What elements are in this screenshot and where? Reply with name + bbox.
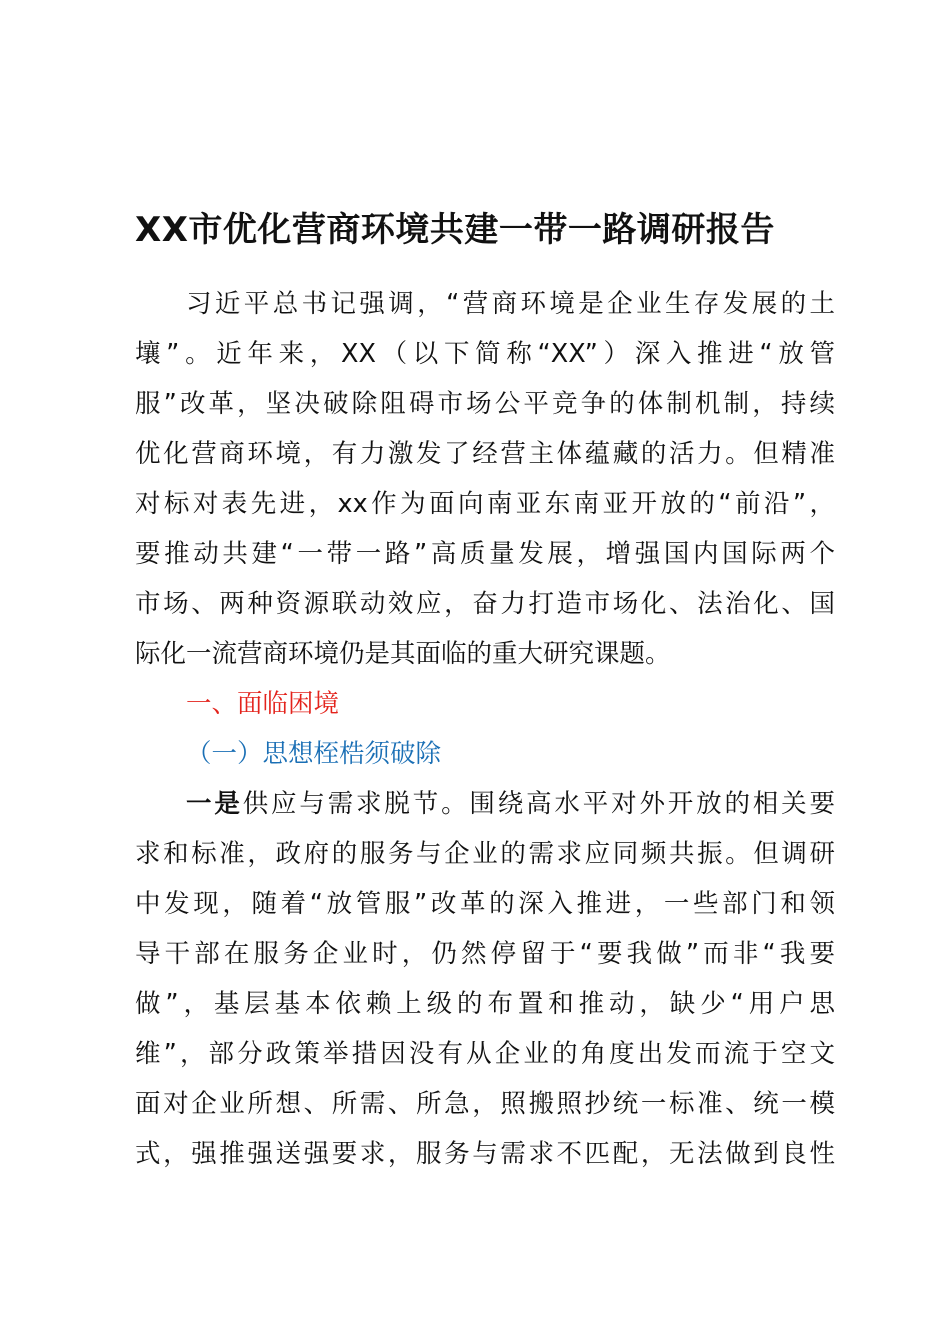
paragraph-lead: 一是 <box>186 789 243 819</box>
paragraph-line: 面对企业所想、所需、所急，照搬照抄统一标准、统一模 <box>135 1089 835 1119</box>
intro-line: 对标对表先进，xx作为面向南亚东南亚开放的“前沿”， <box>135 489 835 519</box>
subsection-heading: （一）思想桎梏须破除 <box>186 739 442 769</box>
intro-line: 市场、两种资源联动效应，奋力打造市场化、法治化、国 <box>135 589 835 619</box>
intro-line: 优化营商环境，有力激发了经营主体蕴藏的活力。但精准 <box>135 439 835 469</box>
intro-line: 习近平总书记强调，“营商环境是企业生存发展的土 <box>186 289 835 319</box>
paragraph-line: 求和标准，政府的服务与企业的需求应同频共振。但调研 <box>135 839 835 869</box>
document-title: XX市优化营商环境共建一带一路调研报告 <box>135 210 775 250</box>
intro-line: 际化一流营商环境仍是其面临的重大研究课题。 <box>135 639 671 669</box>
intro-line: 要推动共建“一带一路”高质量发展，增强国内国际两个 <box>135 539 835 569</box>
intro-line: 服”改革，坚决破除阻碍市场公平竞争的体制机制，持续 <box>135 389 835 419</box>
paragraph-line <box>186 779 835 829</box>
paragraph-line: 式，强推强送强要求，服务与需求不匹配，无法做到良性 <box>135 1139 835 1169</box>
intro-line: 壤”。近年来，XX（以下简称“XX”）深入推进“放管 <box>135 339 835 369</box>
section-heading: 一、面临困境 <box>186 689 340 719</box>
paragraph-line-text: 供应与需求脱节。围绕高水平对外开放的相关要 <box>242 789 835 819</box>
paragraph-line: 做”，基层基本依赖上级的布置和推动，缺少“用户思 <box>135 989 835 1019</box>
paragraph-line: 维”，部分政策举措因没有从企业的角度出发而流于空文 <box>135 1039 835 1069</box>
paragraph-line: 导干部在服务企业时，仍然停留于“要我做”而非“我要 <box>135 939 835 969</box>
paragraph-line: 中发现，随着“放管服”改革的深入推进，一些部门和领 <box>135 889 835 919</box>
